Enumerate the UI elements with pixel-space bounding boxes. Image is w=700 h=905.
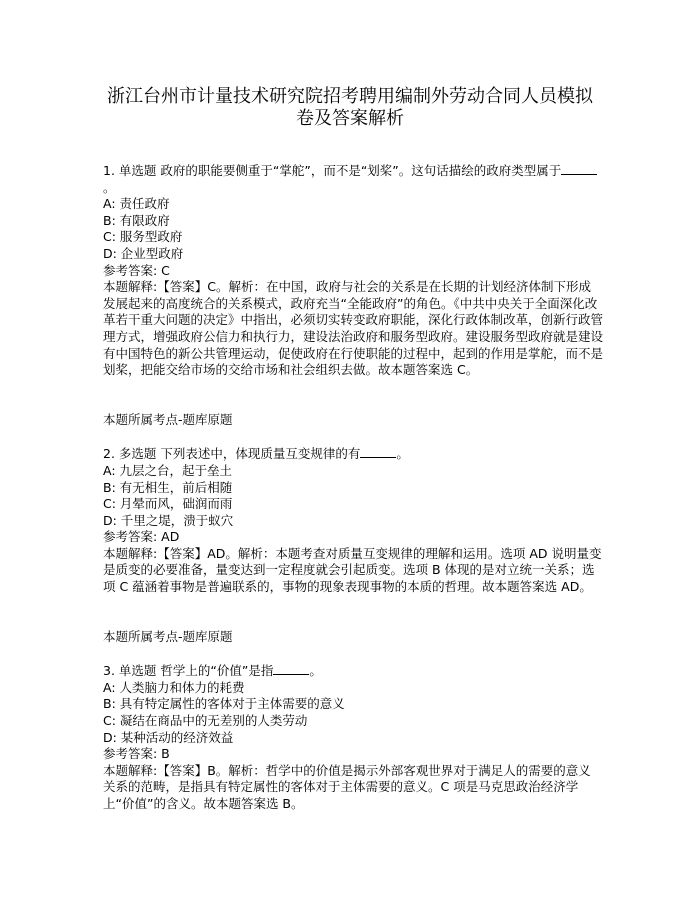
option-c: C: 月晕而风，础润而雨 bbox=[103, 496, 233, 512]
spacer bbox=[103, 428, 603, 445]
reference-answer: 参考答案: B bbox=[103, 746, 170, 762]
document-title bbox=[90, 86, 610, 130]
question-source: 本题所属考点-题库原题 bbox=[103, 628, 233, 644]
stem-end: 。 bbox=[103, 179, 116, 195]
option-c: C: 凝结在商品中的无差别的人类劳动 bbox=[103, 713, 308, 729]
question-source: 本题所属考点-题库原题 bbox=[103, 411, 233, 427]
question-2 bbox=[103, 445, 603, 662]
answer-blank bbox=[360, 445, 396, 458]
stem-text: 1. 单选题 政府的职能要侧重于“掌舵”，而不是“划桨”。这句话描绘的政府类型属于 bbox=[103, 163, 562, 178]
title-line-1: 浙江台州市计量技术研究院招考聘用编制外劳动合同人员模拟 bbox=[107, 86, 593, 107]
option-b: B: 具有特定属性的客体对于主体需要的意义 bbox=[103, 696, 345, 712]
answer-blank bbox=[561, 162, 597, 175]
title-line-2: 卷及答案解析 bbox=[296, 108, 404, 129]
spacer bbox=[103, 596, 603, 629]
option-b: B: 有限政府 bbox=[103, 212, 170, 228]
stem-text: 3. 单选题 哲学上的“价值”是指 bbox=[103, 663, 274, 679]
option-d: D: 企业型政府 bbox=[103, 245, 184, 261]
reference-answer: 参考答案: C bbox=[103, 262, 170, 278]
option-d: D: 某种活动的经济效益 bbox=[103, 729, 234, 745]
option-a: A: 九层之台，起于垒土 bbox=[103, 462, 233, 478]
question-stem bbox=[103, 662, 603, 680]
spacer bbox=[103, 645, 603, 662]
option-d: D: 千里之堤，溃于蚁穴 bbox=[103, 512, 234, 528]
spacer bbox=[103, 379, 603, 412]
answer-explanation: 本题解释:【答案】AD。解析：本题考查对质量互变规律的理解和运用。选项 AD 说明量变是质变的必要准备，量变达到一定程度就会引起质变。选项 B 体现的是对立统一关系；选项 C 蕴涵着事物是普遍联系的，事物的现象表现事物的本质的哲理。故本题答案选 AD。 bbox=[103, 545, 602, 595]
stem-end: 。 bbox=[309, 663, 322, 679]
question-stem bbox=[103, 445, 603, 463]
question-stem bbox=[103, 162, 603, 196]
option-a: A: 责任政府 bbox=[103, 196, 170, 212]
stem-end: 。 bbox=[396, 446, 409, 462]
option-c: C: 服务型政府 bbox=[103, 229, 183, 245]
option-b: B: 有无相生，前后相随 bbox=[103, 479, 233, 495]
stem-text: 2. 多选题 下列表述中，体现质量互变规律的有 bbox=[103, 446, 361, 462]
question-3 bbox=[103, 662, 603, 812]
answer-blank bbox=[273, 662, 309, 675]
answer-explanation: 本题解释:【答案】B。解析：哲学中的价值是揭示外部客观世界对于满足人的需要的意义关系的范畴，是指具有特定属性的客体对于主体需要的意义。C 项是马克思政治经济学上“价值”的含义。故本题答案选 B。 bbox=[103, 762, 591, 811]
question-1 bbox=[103, 162, 603, 445]
answer-explanation: 本题解释:【答案】C。解析：在中国，政府与社会的关系是在长期的计划经济体制下形成发展起来的高度统合的关系模式，政府充当“全能政府”的角色。《中共中央关于全面深化改革若干重大问题的决定》中指出，必须切实转变政府职能，深化行政体制改革，创新行政管理方式，增强政府公信力和执行力，建设法治政府和服务型政府。建设服务型政府就是建设有中国特色的新公共管理运动，促使政府在行使职能的过程中，起到的作用是掌舵，而不是划桨，把能交给市场的交给市场和社会组织去做。故本题答案选 C。 bbox=[103, 279, 604, 378]
question-list bbox=[103, 162, 603, 813]
option-a: A: 人类脑力和体力的耗费 bbox=[103, 679, 245, 695]
reference-answer: 参考答案: AD bbox=[103, 529, 180, 545]
